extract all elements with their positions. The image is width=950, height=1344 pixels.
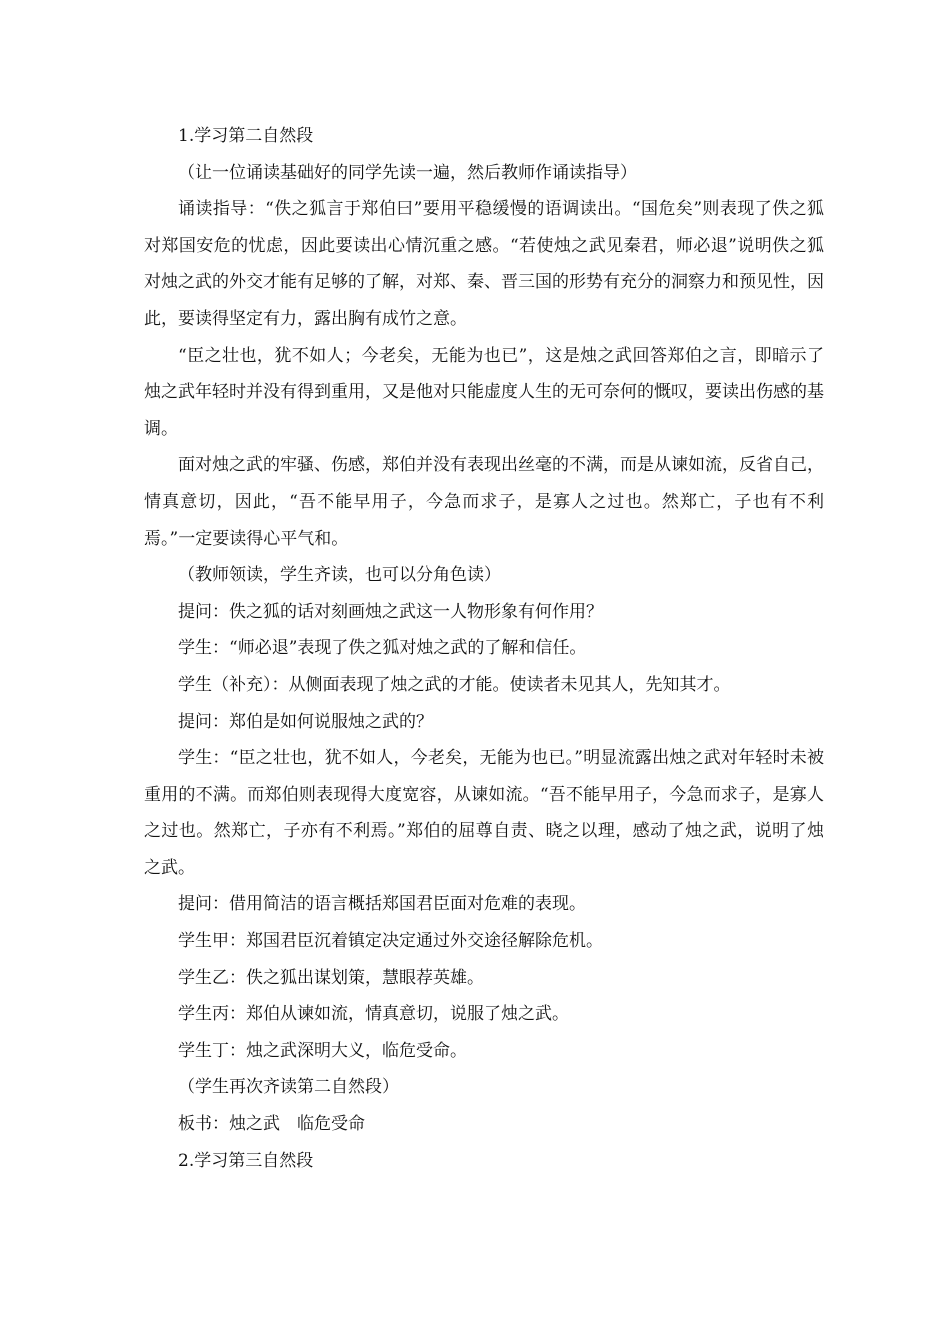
stage-note-3: （学生再次齐读第二自然段） <box>178 1077 399 1098</box>
student-answer-2: 学生：“臣之壮也，犹不如人，今老矣，无能为也已。”明显流露出烛之武对年轻时未被重用的不满。而郑伯则表现得大度宽容，从谏如流。“吾不能早用子，今急而求子，是寡人之过也。然郑亡，子亦有不利焉。”郑伯的屈尊自责、晓之以理，感动了烛之武，说明了烛之武。 <box>144 748 824 878</box>
zhengbo-analysis-paragraph: 面对烛之武的牢骚、伤感，郑伯并没有表现出丝毫的不满，而是从谏如流，反省自己，情真意切，因此，“吾不能早用子，今急而求子，是寡人之过也。然郑亡，子也有不利焉。”一定要读得心平气和。 <box>144 455 824 549</box>
stage-note-1: （让一位诵读基础好的同学先读一遍，然后教师作诵读指导） <box>178 162 637 183</box>
student-answer-1: 学生：“师必退”表现了佚之狐对烛之武的了解和信任。 <box>178 638 587 659</box>
quote-analysis-paragraph: “臣之壮也，犹不如人；今老矣，无能为也已”，这是烛之武回答郑伯之言，即暗示了烛之武年轻时并没有得到重用，又是他对只能虚度人生的无可奈何的慨叹，要读出伤感的基调。 <box>144 345 824 439</box>
section-heading-1: 1.学习第二自然段 <box>178 126 314 146</box>
student-answer-jia: 学生甲：郑国君臣沉着镇定决定通过外交途径解除危机。 <box>178 931 603 952</box>
student-answer-yi: 学生乙：佚之狐出谋划策，慧眼荐英雄。 <box>178 967 484 988</box>
question-2: 提问：郑伯是如何说服烛之武的？ <box>178 711 433 732</box>
document-body <box>144 118 824 1179</box>
question-3: 提问：借用简洁的语言概括郑国君臣面对危难的表现。 <box>178 894 586 915</box>
student-answer-supplement: 学生（补充）：从侧面表现了烛之武的才能。使读者未见其人，先知其才。 <box>178 674 731 695</box>
section-heading-2: 2.学习第三自然段 <box>178 1150 314 1171</box>
reading-guidance-paragraph: 诵读指导：“佚之狐言于郑伯曰”要用平稳缓慢的语调读出。“国危矣”则表现了佚之狐对郑国安危的忧虑，因此要读出心情沉重之感。“若使烛之武见秦君，师必退”说明佚之狐对烛之武的外交才能有足够的了解，对郑、秦、晋三国的形势有充分的洞察力和预见性，因此，要读得坚定有力，露出胸有成竹之意。 <box>144 199 824 329</box>
question-1: 提问：佚之狐的话对刻画烛之武这一人物形象有何作用？ <box>178 601 603 622</box>
blackboard-note: 板书：烛之武 临危受命 <box>178 1114 365 1135</box>
student-answer-ding: 学生丁：烛之武深明大义，临危受命。 <box>178 1040 467 1061</box>
student-answer-bing: 学生丙：郑伯从谏如流，情真意切，说服了烛之武。 <box>178 1004 569 1025</box>
stage-note-2: （教师领读，学生齐读，也可以分角色读） <box>178 565 501 586</box>
